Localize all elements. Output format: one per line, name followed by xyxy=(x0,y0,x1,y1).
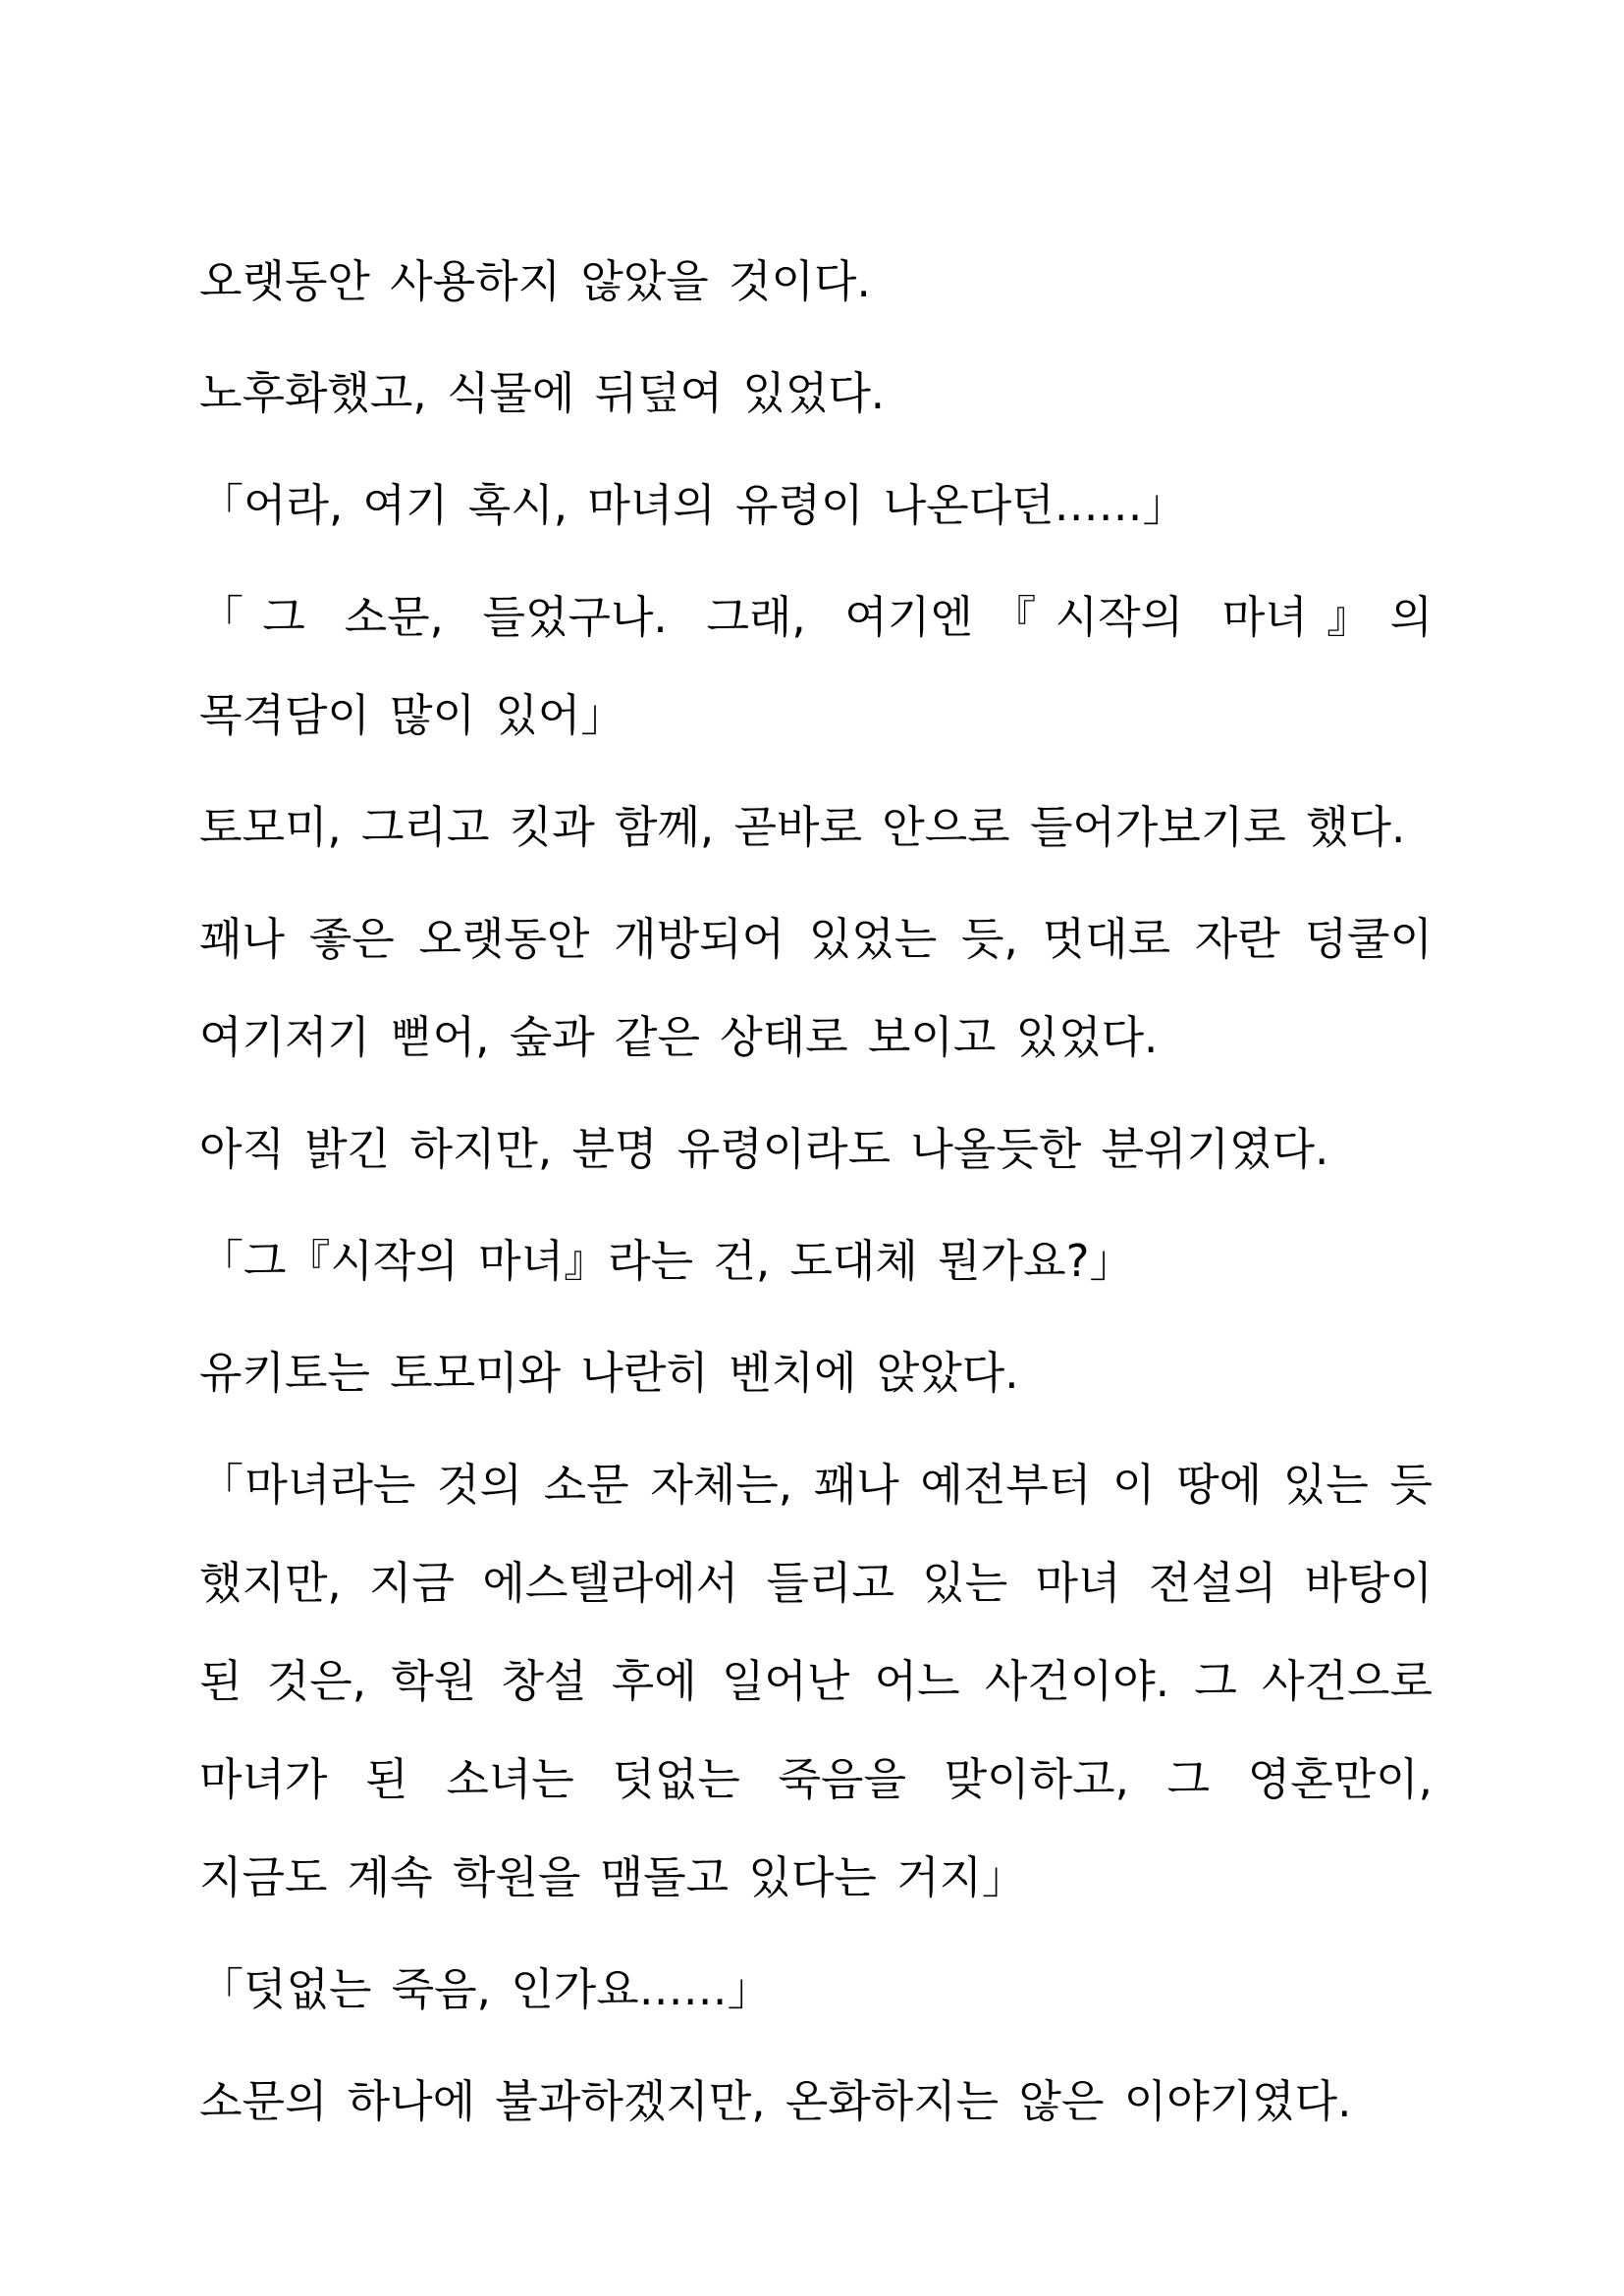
paragraph-7: 아직 밝긴 하지만, 분명 유령이라도 나올듯한 분위기였다. xyxy=(199,1123,1329,1175)
paragraph-4: 「그 소문, 들었구나. 그래, 여기엔『시작의 마녀』의 목격담이 많이 있어」 xyxy=(199,591,1433,741)
paragraph-2: 노후화했고, 식물에 뒤덮여 있었다. xyxy=(199,367,886,419)
text-body xyxy=(199,233,1433,2164)
paragraph-3: 「어라, 여기 혹시, 마녀의 유령이 나온다던……」 xyxy=(199,479,1187,531)
paragraph-1: 오랫동안 사용하지 않았을 것이다. xyxy=(199,255,871,307)
paragraph-5: 토모미, 그리고 킷과 함께, 곧바로 안으로 들어가보기로 했다. xyxy=(199,801,1406,853)
paragraph-11: 「덧없는 죽음, 인가요……」 xyxy=(199,1963,772,2015)
paragraph-12: 소문의 하나에 불과하겠지만, 온화하지는 않은 이야기였다. xyxy=(199,2075,1352,2127)
paragraph-9: 유키토는 토모미와 나란히 벤치에 앉았다. xyxy=(199,1347,1019,1399)
paragraph-8: 「그『시작의 마녀』라는 건, 도대체 뭔가요?」 xyxy=(199,1235,1134,1287)
paragraph-10: 「마녀라는 것의 소문 자체는, 꽤나 예전부터 이 땅에 있는 듯 했지만, 지금 에스텔라에서 들리고 있는 마녀 전설의 바탕이 된 것은, 학원 창설 후에 일어난 어느 사건이야. 그 사건으로 마녀가 된 소녀는 덧없는 죽음을 맞이하고, 그 영혼만이, 지금도 계속 학원을 맴돌고 있다는 거지」 xyxy=(199,1459,1433,1903)
paragraph-6: 꽤나 좋은 오랫동안 개방되어 있었는 듯, 멋대로 자란 덩쿨이 여기저기 뻗어, 숲과 같은 상태로 보이고 있었다. xyxy=(199,913,1433,1063)
